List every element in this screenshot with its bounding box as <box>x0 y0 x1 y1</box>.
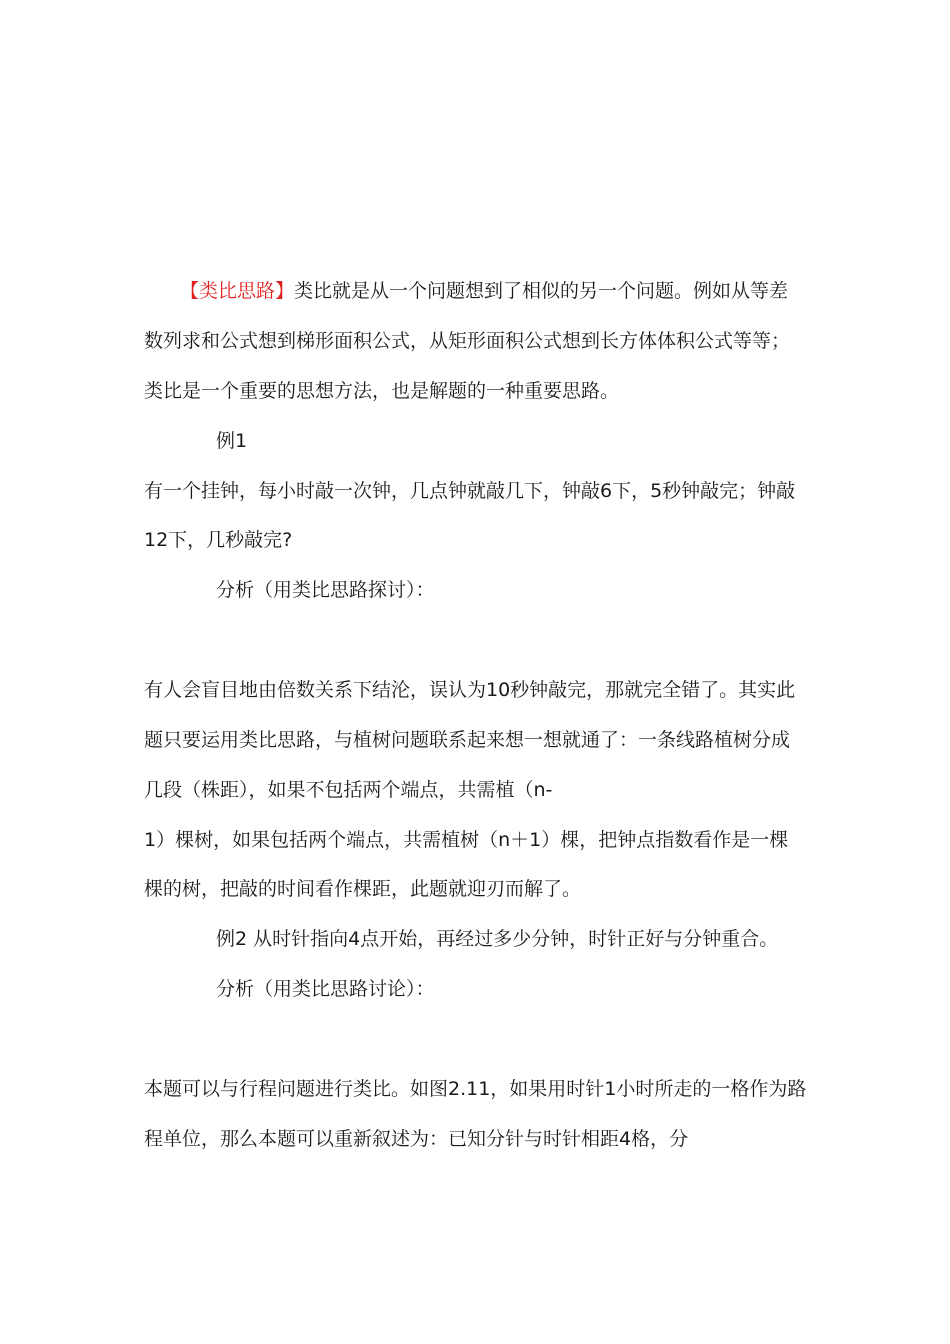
example2-analysis-heading: 分析（用类比思路讨论）： <box>216 978 435 1000</box>
intro-line-2: 数列求和公式想到梯形面积公式，从矩形面积公式想到长方体体积公式等等； <box>144 330 791 352</box>
example1-answer-line-3: 几段（株距），如果不包括两个端点，共需植（n- <box>144 779 553 801</box>
example2-answer-line-2: 程单位，那么本题可以重新叙述为：已知分针与时针相距4格，分 <box>144 1128 689 1150</box>
example1-question-line-2: 12下，几秒敲完? <box>144 529 293 551</box>
example1-answer-line-2: 题只要运用类比思路，与植树问题联系起来想一想就通了：一条线路植树分成 <box>144 729 791 751</box>
intro-line-1 <box>180 278 860 304</box>
intro-line-3: 类比是一个重要的思想方法，也是解题的一种重要思路。 <box>144 380 620 402</box>
example1-answer-line-5: 棵的树，把敲的时间看作棵距，此题就迎刃而解了。 <box>144 878 582 900</box>
example1-answer-line-4: 1）棵树，如果包括两个端点，共需植树（n＋1）棵，把钟点指数看作是一棵 <box>144 829 789 851</box>
example1-question-line-1: 有一个挂钟，每小时敲一次钟，几点钟就敲几下，钟敲6下，5秒钟敲完；钟敲 <box>144 480 796 502</box>
example1-answer-line-1: 有人会盲目地由倍数关系下结沦，误认为10秒钟敲完，那就完全错了。其实此 <box>144 679 796 701</box>
intro-tag: 【类比思路】 <box>180 280 295 302</box>
example2-answer-line-1: 本题可以与行程问题进行类比。如图2.11，如果用时针1小时所走的一格作为路 <box>144 1078 807 1100</box>
example1-heading: 例1 <box>216 430 248 452</box>
example2-heading: 例2 从时针指向4点开始，再经过多少分钟，时针正好与分钟重合。 <box>216 928 779 950</box>
example1-analysis-heading: 分析（用类比思路探讨）： <box>216 579 435 601</box>
intro-text-1: 类比就是从一个问题想到了相似的另一个问题。例如从等差 <box>294 280 789 302</box>
